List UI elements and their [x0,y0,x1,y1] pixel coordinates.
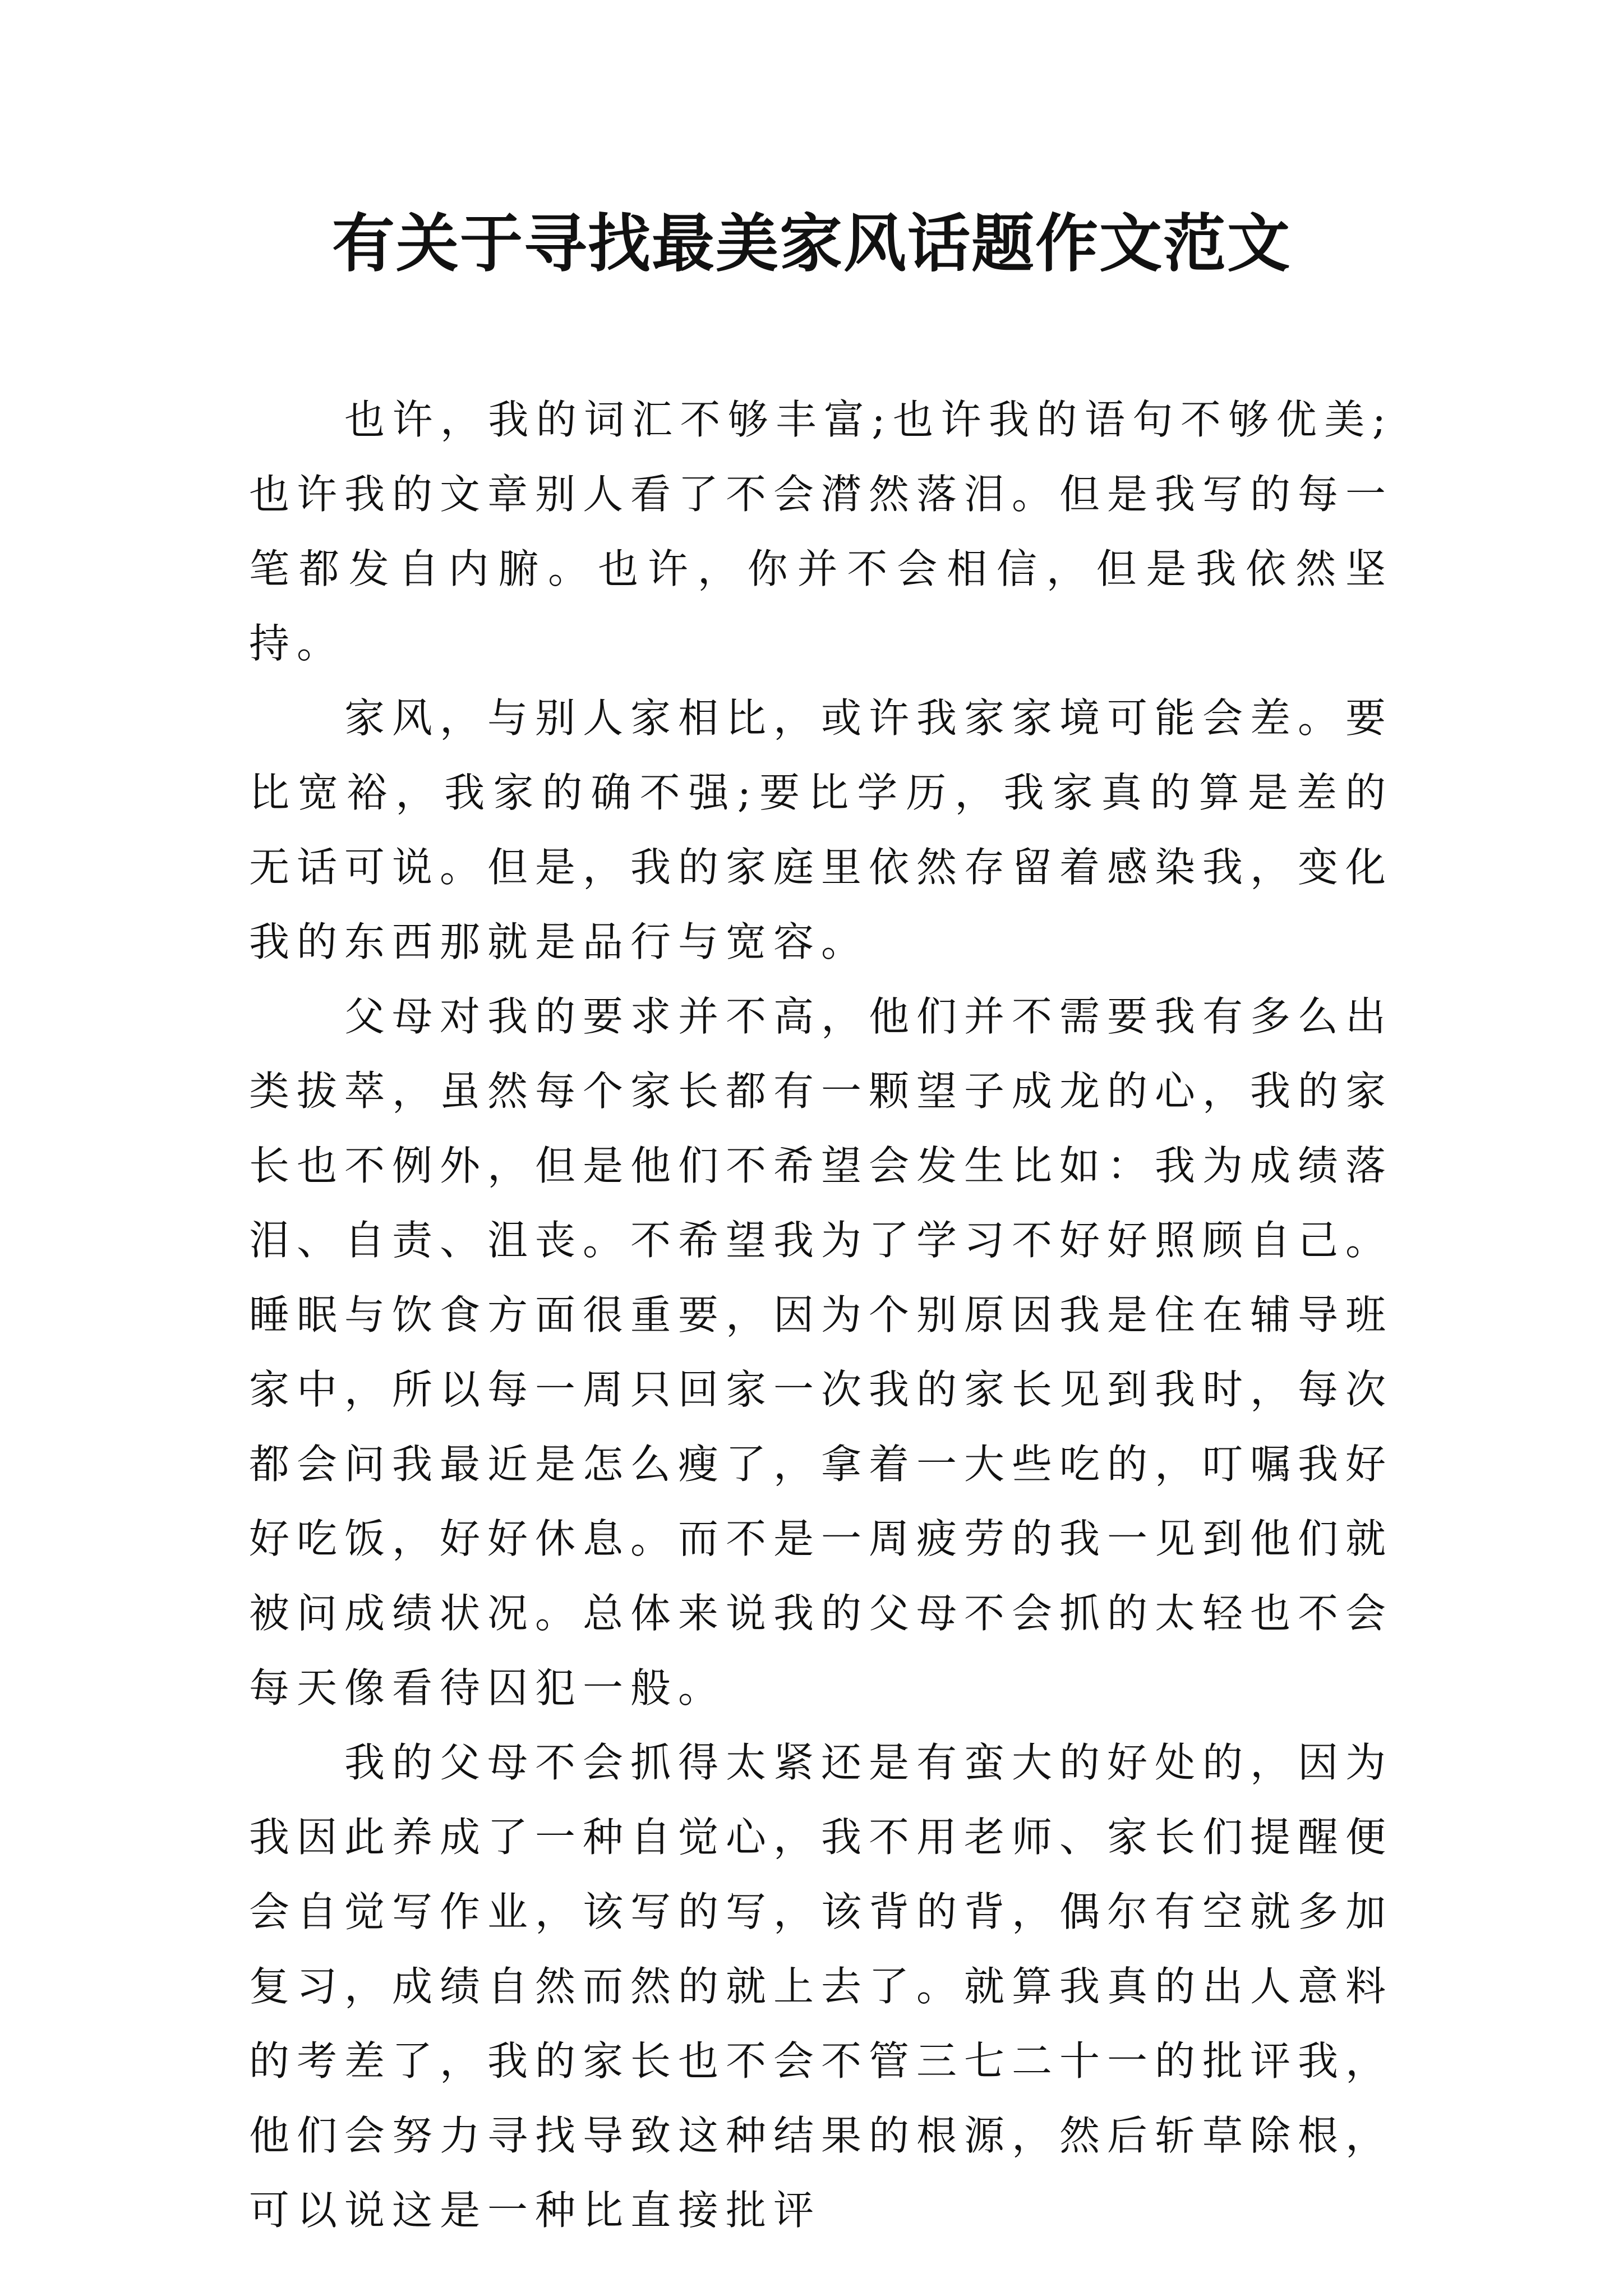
document-body [249,383,1393,2248]
document-title: 有关于寻找最美家风话题作文范文 [332,207,1291,280]
paragraph-4: 我的父母不会抓得太紧还是有蛮大的好处的，因为我因此养成了一种自觉心，我不用老师、家长们提醒便会自觉写作业，该写的写，该背的背，偶尔有空就多加复习，成绩自然而然的就上去了。就算我真的出人意料的考差了，我的家长也不会不管三七二十一的批评我，他们会努力寻找导致这种结果的根源，然后斩草除根，可以说这是一种比直接批评 [249,1739,1394,2234]
paragraph-2: 家风，与别人家相比，或许我家家境可能会差。要比宽裕，我家的确不强;要比学历，我家真的算是差的无话可说。但是，我的家庭里依然存留着感染我，变化我的东西那就是品行与宽容。 [249,694,1394,965]
paragraph-1: 也许，我的词汇不够丰富;也许我的语句不够优美;也许我的文章别人看了不会潸然落泪。但是我写的每一笔都发自内腑。也许，你并不会相信，但是我依然坚持。 [249,396,1394,667]
paragraph-3: 父母对我的要求并不高，他们并不需要我有多么出类拔萃，虽然每个家长都有一颗望子成龙的心，我的家长也不例外，但是他们不希望会发生比如：我为成绩落泪、自责、沮丧。不希望我为了学习不好好照顾自己。睡眠与饮食方面很重要，因为个别原因我是住在辅导班家中，所以每一周只回家一次我的家长见到我时，每次都会问我最近是怎么瘦了，拿着一大些吃的，叮嘱我好好吃饭，好好休息。而不是一周疲劳的我一见到他们就被问成绩状况。总体来说我的父母不会抓的太轻也不会每天像看待囚犯一般。 [249,993,1394,1711]
